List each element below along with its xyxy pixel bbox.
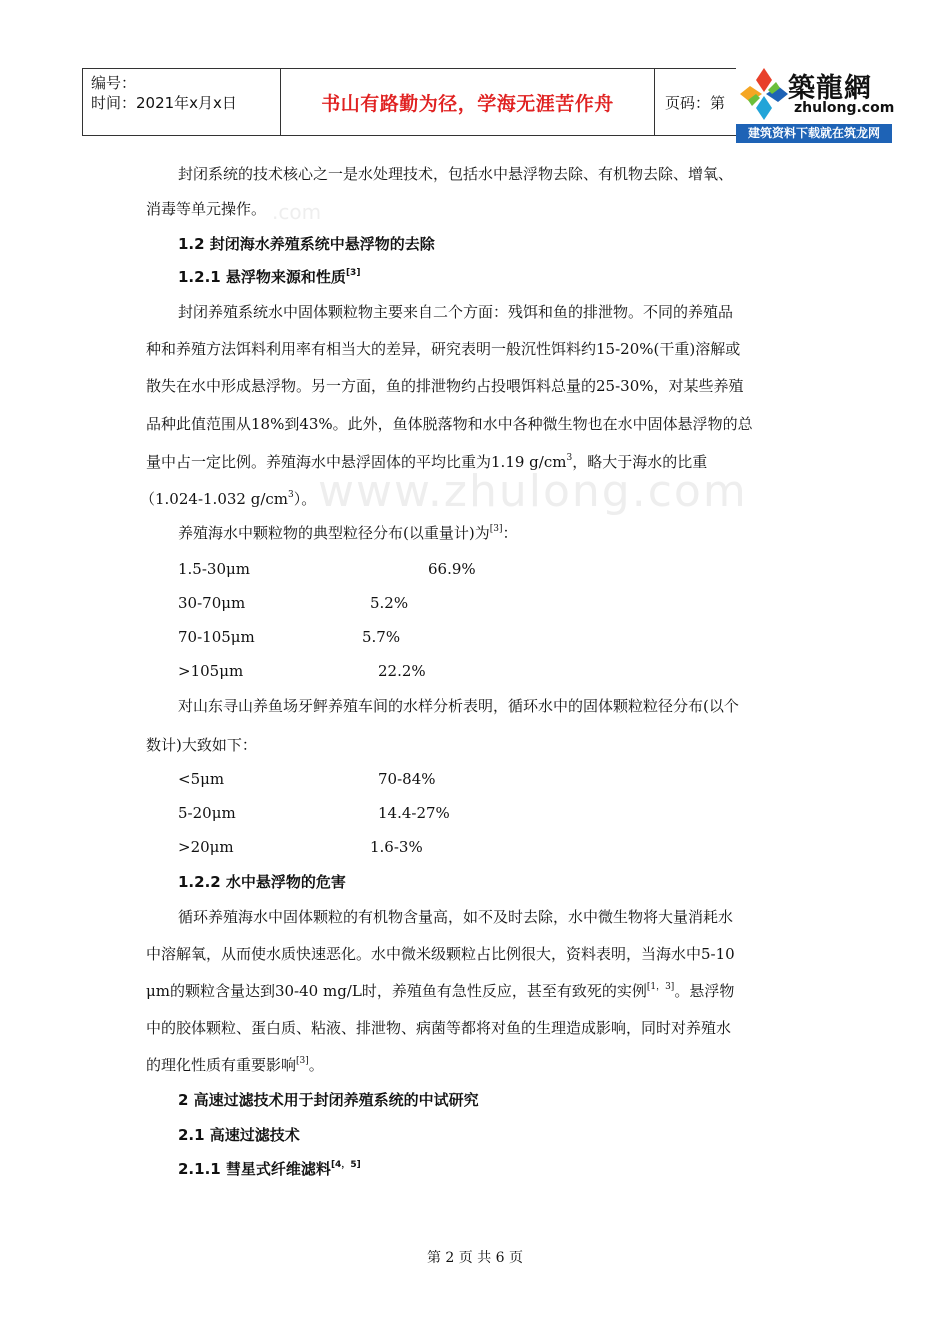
watermark-small: .com xyxy=(272,200,322,224)
superscript: 3 xyxy=(566,453,573,463)
line-text: ）。 xyxy=(293,490,317,508)
citation: [3] xyxy=(296,1056,309,1066)
line-text: ，略大于海水的比重 xyxy=(572,453,708,471)
paragraph-line xyxy=(146,1056,324,1074)
line-text: 。 xyxy=(308,1056,324,1074)
watermark-large: www.zhulong.com xyxy=(318,466,748,517)
header-table xyxy=(82,68,824,136)
heading-text: 1.2.1 悬浮物来源和性质 xyxy=(178,268,346,286)
logo-mark-icon xyxy=(738,66,790,124)
heading-text: 2.1.1 彗星式纤维滤料 xyxy=(178,1160,331,1178)
paragraph-line: 散失在水中形成悬浮物。另一方面，鱼的排泄物约占投喂饵料总量的25-30%，对某些养殖 xyxy=(146,377,744,395)
line-text: μm的颗粒含量达到30-40 mg/L时，养殖鱼有急性反应，甚至有致死的实例 xyxy=(146,982,647,1000)
distribution-value: 70-84% xyxy=(378,770,436,788)
distribution-value: 22.2% xyxy=(378,662,426,680)
line-text: 养殖海水中颗粒物的典型粒径分布(以重量计)为 xyxy=(178,524,490,542)
distribution-value: 5.2% xyxy=(370,594,409,612)
distribution-value: 1.6-3% xyxy=(370,838,423,856)
distribution-value: 5.7% xyxy=(362,628,401,646)
paragraph-line: 循环养殖海水中固体颗粒的有机物含量高，如不及时去除，水中微生物将大量消耗水 xyxy=(178,908,734,926)
line-text: 。悬浮物 xyxy=(674,982,735,1000)
paragraph-line: 种和养殖方法饵料利用率有相当大的差异，研究表明一般沉性饵料约15-20%(干重)溶解或 xyxy=(146,340,741,358)
distribution-range: >20μm xyxy=(178,838,234,856)
paragraph-line: 封闭系统的技术核心之一是水处理技术，包括水中悬浮物去除、有机物去除、增氧、 xyxy=(178,165,734,183)
paragraph-line: 封闭养殖系统水中固体颗粒物主要来自二个方面：残饵和鱼的排泄物。不同的养殖品 xyxy=(178,303,734,321)
line-text: 的理化性质有重要影响 xyxy=(146,1056,297,1074)
superscript: 3 xyxy=(288,490,294,500)
paragraph-line: 对山东寻山养鱼场牙鲆养殖车间的水样分析表明，循环水中的固体颗粒粒径分布(以个 xyxy=(178,697,739,715)
citation: [1，3] xyxy=(646,982,675,992)
logo-brand: 築龍網 xyxy=(788,73,872,104)
section-heading: 1.2 封闭海水养殖系统中悬浮物的去除 xyxy=(178,235,435,253)
paragraph-line xyxy=(146,982,734,1000)
section-heading: 2.1 高速过滤技术 xyxy=(178,1126,300,1144)
paragraph-line xyxy=(178,524,517,542)
section-heading xyxy=(178,1160,361,1178)
distribution-range: 70-105μm xyxy=(178,628,255,646)
page-footer: 第 2 页 共 6 页 xyxy=(426,1250,524,1266)
zhulong-logo xyxy=(736,62,895,144)
line-text: （1.024-1.032 g/cm xyxy=(140,490,289,508)
citation: [3] xyxy=(345,268,361,278)
citation: [4，5] xyxy=(330,1160,361,1170)
section-heading: 2 高速过滤技术用于封闭养殖系统的中试研究 xyxy=(178,1091,479,1109)
paragraph-line xyxy=(146,453,707,471)
date-line: 时间：2021年x月x日 xyxy=(91,94,237,112)
logo-site: zhulong.com xyxy=(794,100,895,116)
paragraph-line: 品种此值范围从18%到43%。此外，鱼体脱落物和水中各种微生物也在水中固体悬浮物的总 xyxy=(146,415,753,433)
distribution-range: <5μm xyxy=(178,770,225,788)
section-heading: 1.2.2 水中悬浮物的危害 xyxy=(178,873,346,891)
paragraph-line: 中溶解氧，从而使水质快速恶化。水中微米级颗粒占比例很大，资料表明，当海水中5-10 xyxy=(146,945,735,963)
distribution-value: 66.9% xyxy=(428,560,476,578)
section-heading xyxy=(178,268,360,286)
line-text: 量中占一定比例。养殖海水中悬浮固体的平均比重为1.19 g/cm xyxy=(146,453,567,471)
paragraph-line: 中的胶体颗粒、蛋白质、粘液、排泄物、病菌等都将对鱼的生理造成影响，同时对养殖水 xyxy=(146,1019,732,1037)
line-text: ： xyxy=(502,524,518,542)
paragraph-line: 数计)大致如下： xyxy=(146,736,257,754)
distribution-range: 1.5-30μm xyxy=(178,560,250,578)
distribution-value: 14.4-27% xyxy=(378,804,450,822)
header-motto: 书山有路勤为径，学海无涯苦作舟 xyxy=(281,69,655,135)
citation: [3] xyxy=(489,524,503,534)
distribution-range: 30-70μm xyxy=(178,594,246,612)
number-label: 编号： xyxy=(91,74,137,92)
distribution-range: >105μm xyxy=(178,662,244,680)
page-label-text: 页码：第 xyxy=(665,93,726,112)
distribution-range: 5-20μm xyxy=(178,804,236,822)
paragraph-line: 消毒等单元操作。 xyxy=(146,200,267,218)
header-info-cell xyxy=(83,69,281,135)
paragraph-line xyxy=(140,490,316,508)
logo-tagline: 建筑资料下载就在筑龙网 xyxy=(736,124,892,143)
